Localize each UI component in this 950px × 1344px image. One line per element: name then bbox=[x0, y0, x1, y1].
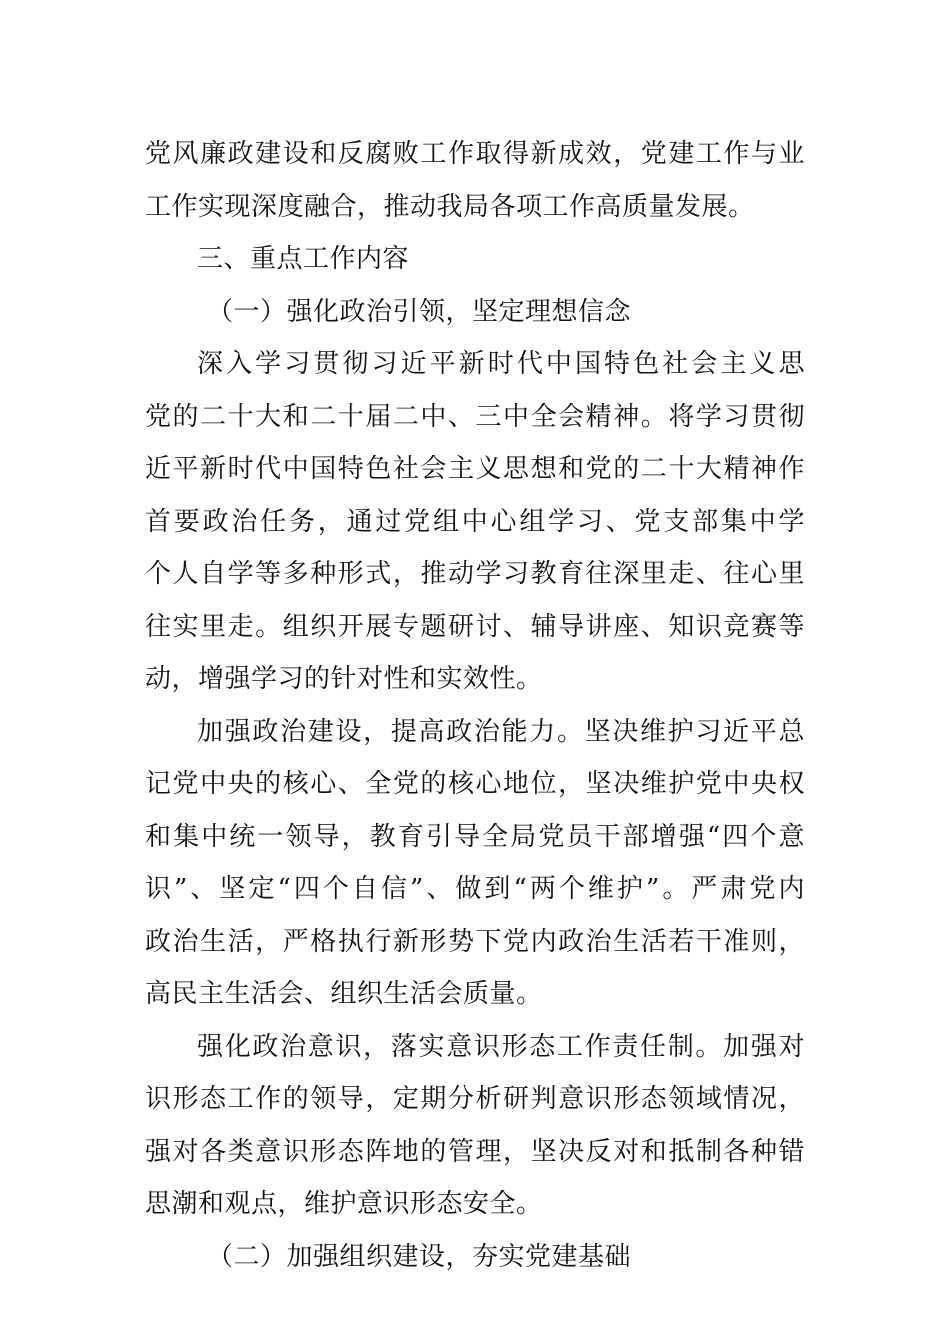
text-line: 近平新时代中国特色社会主义思想和党的二十大精神作 bbox=[145, 454, 805, 484]
text-line: 识”、坚定“四个自信”、做到“两个维护”。严肃党内 bbox=[145, 874, 805, 904]
section-heading: 三、重点工作内容 bbox=[197, 244, 410, 274]
text-line: 强对各类意识形态阵地的管理，坚决反对和抵制各种错 bbox=[145, 1136, 805, 1167]
subsection-heading: （二）加强组织建设，夯实党建基础 bbox=[207, 1241, 632, 1272]
text-line: 党的二十大和二十届二中、三中全会精神。将学习贯彻 bbox=[145, 401, 805, 432]
text-line: 强化政治意识，落实意识形态工作责任制。加强对 bbox=[197, 1031, 805, 1062]
text-line: 党风廉政建设和反腐败工作取得新成效，党建工作与业 bbox=[145, 139, 805, 169]
text-line: 和集中统一领导，教育引导全局党员干部增强“四个意 bbox=[145, 821, 805, 852]
document-body bbox=[145, 128, 805, 1283]
text-line: 个人自学等多种形式，推动学习教育往深里走、往心里 bbox=[145, 559, 805, 589]
text-line: 识形态工作的领导，定期分析研判意识形态领域情况， bbox=[145, 1084, 805, 1114]
text-line: 动，增强学习的针对性和实效性。 bbox=[145, 664, 543, 694]
text-line: 往实里走。组织开展专题研讨、辅导讲座、知识竞赛等 bbox=[145, 611, 805, 642]
text-line: 深入学习贯彻习近平新时代中国特色社会主义思 bbox=[197, 349, 805, 379]
text-line: 政治生活，严格执行新形势下党内政治生活若干准则， bbox=[145, 926, 805, 957]
text-line: 首要政治任务，通过党组中心组学习、党支部集中学 bbox=[145, 506, 805, 537]
text-line: 思潮和观点，维护意识形态安全。 bbox=[145, 1189, 543, 1219]
subsection-heading: （一）强化政治引领，坚定理想信念 bbox=[207, 296, 632, 327]
text-line: 高民主生活会、组织生活会质量。 bbox=[145, 979, 543, 1009]
text-line: 加强政治建设，提高政治能力。坚决维护习近平总 bbox=[197, 716, 805, 747]
text-line: 工作实现深度融合，推动我局各项工作高质量发展。 bbox=[145, 191, 755, 222]
text-line: 记党中央的核心、全党的核心地位，坚决维护党中央权 bbox=[145, 769, 805, 799]
